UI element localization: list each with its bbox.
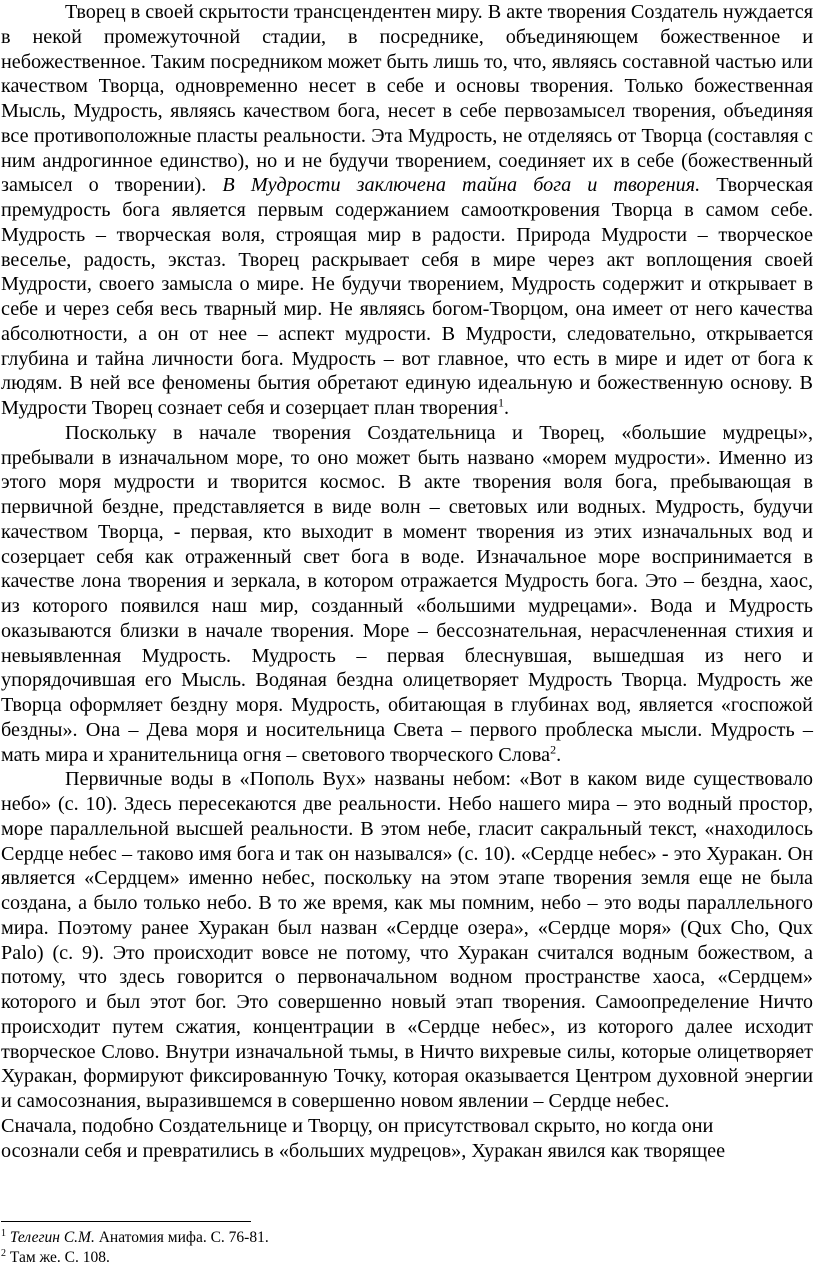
paragraph-2-text: Поскольку в начале творения Создательница и Творец, «большие мудрецы», пребывали в изначальном море, то оно может быть названо «морем мудрости». Именно из этого моря мудрости и творится космос. В акте творения воля бога, пребывающая в первичной бездне, представляется в виде волн – световых или водных. Мудрость, будучи качеством Творца, - первая, кто выходит в момент творения из этих изначальных вод и созерцает себя как отраженный свет бога в воде. Изначальное море воспринимается в качестве лона творения и зеркала, в котором отражается Мудрость бога. Это – бездна, хаос, из которого появился наш мир, созданный «большими мудрецами». Вода и Мудрость оказываются близки в начале творения. Море – бессознательная, нерасчлененная стихия и невыявленная Мудрость. Мудрость – первая блеснувшая, вышедшая из него и упорядочившая его Мысль. Водяная бездна олицетворяет Мудрость Творца. Мудрость же Творца оформляет бездну моря. Мудрость, обитающая в глубинах вод, является «госпожой бездны». Она – Дева моря и носительница Света – первого проблеска мысли. Мудрость – мать мира и хранительница огня – светового творческого Слова xyxy=(1,421,813,766)
document-body xyxy=(1,0,813,1163)
paragraph-4-line-1: Сначала, подобно Создательнице и Творцу, он присутствовал скрыто, но когда они xyxy=(1,1114,714,1137)
paragraph-4-line-2: осознали себя и превратились в «больших мудрецов», Хуракан явился как творящее xyxy=(1,1139,726,1162)
paragraph-1-text: Творец в своей скрытости трансцендентен миру. В акте творения Создатель нуждается в некой промежуточной стадии, в посреднике, объединяющем божественное и небожественное. Таким посредником может быть лишь то, что, являясь составной частью или качеством Творца, одновременно несет в себе и основы творения. Только божественная Мысль, Мудрость, являясь качеством бога, несет в себе первозамысел творения, объединяя все противоположные пласты реальности. Эта Мудрость, не отделяясь от Творца (составляя с ним андрогинное единство), но и не будучи творением, соединяет их в себе (божественный замысел о творении). xyxy=(1,1,813,197)
footnote-1-number: 1 xyxy=(1,1227,6,1239)
paragraph-1-italic: В Мудрости заключена тайна бога и творения. xyxy=(222,174,701,197)
footnotes xyxy=(1,1228,813,1268)
paragraph-3 xyxy=(1,767,813,1114)
footnote-separator xyxy=(1,1221,251,1222)
footnote-1-text: Анатомия мифа. С. 76-81. xyxy=(94,1229,269,1246)
footnote-1-author: Телегин С.М. xyxy=(9,1229,95,1246)
paragraph-3-text: Первичные воды в «Пополь Вух» названы небом: «Вот в каком виде существовало небо» (с. 10). Здесь пересекаются две реальности. Небо нашего мира – это водный простор, море параллельной высшей реальности. В этом небе, гласит сакральный текст, «находилось Сердце небес – таково имя бога и так он назывался» (с. 10). «Сердце небес» - это Хуракан. Он является «Сердцем» именно небес, поскольку на этом этапе творения земля еще не была создана, а было только небо. В то же время, как мы помним, небо – это воды параллельного мира. Поэтому ранее Хуракан был назван «Сердце озера», «Сердце моря» (Qux Cho, Qux Palo) (с. 9). Это происходит вовсе не потому, что Хуракан считался водным божеством, а потому, что здесь говорится о первоначальном водном пространстве хаоса, «Сердцем» которого и был этот бог. Это совершенно новый этап творения. Самоопределение Ничто происходит путем сжатия, концентрации в «Сердце небес», из которого далее исходит творческое Слово. Внутри изначальной тьмы, в Ничто вихревые силы, которые олицетворяет Хуракан, формируют фиксированную Точку, которая оказывается Центром духовной энергии и самосознания, выразившемся в совершенно новом явлении – Сердце небес. xyxy=(1,768,813,1112)
paragraph-2-end: . xyxy=(556,743,562,766)
paragraph-2 xyxy=(1,421,813,768)
footnote-2-number: 2 xyxy=(1,1247,6,1259)
paragraph-1-text-cont: Творческая премудрость бога является первым содержанием самооткровения Творца в самом себе. Мудрость – творческая воля, строящая мир в радости. Природа Мудрости – творческое веселье, радость, экстаз. Творец раскрывает себя в мире через акт воплощения своей Мудрости, своего замысла о мире. Не будучи творением, Мудрость содержит и открывает в себе и через себя весь тварный мир. Не являясь богом-Творцом, она имеет от него качества абсолютности, а он от нее – аспект мудрости. В Мудрости, следовательно, открывается глубина и тайна личности бога. Мудрость – вот главное, что есть в мире и идет от бога к людям. В ней все феномены бытия обретают единую идеальную и божественную основу. В Мудрости Творец сознает себя и созерцает план творения xyxy=(1,174,814,419)
footnote-ref-2[interactable]: 2 xyxy=(550,741,557,756)
footnote-2-text: Там же. С. 108. xyxy=(6,1249,110,1266)
paragraph-1 xyxy=(1,0,813,421)
footnote-ref-1[interactable]: 1 xyxy=(497,395,504,410)
paragraph-4 xyxy=(1,1114,813,1164)
paragraph-1-end: . xyxy=(503,397,509,419)
footnote-1 xyxy=(1,1228,813,1248)
footnote-2 xyxy=(1,1248,813,1268)
